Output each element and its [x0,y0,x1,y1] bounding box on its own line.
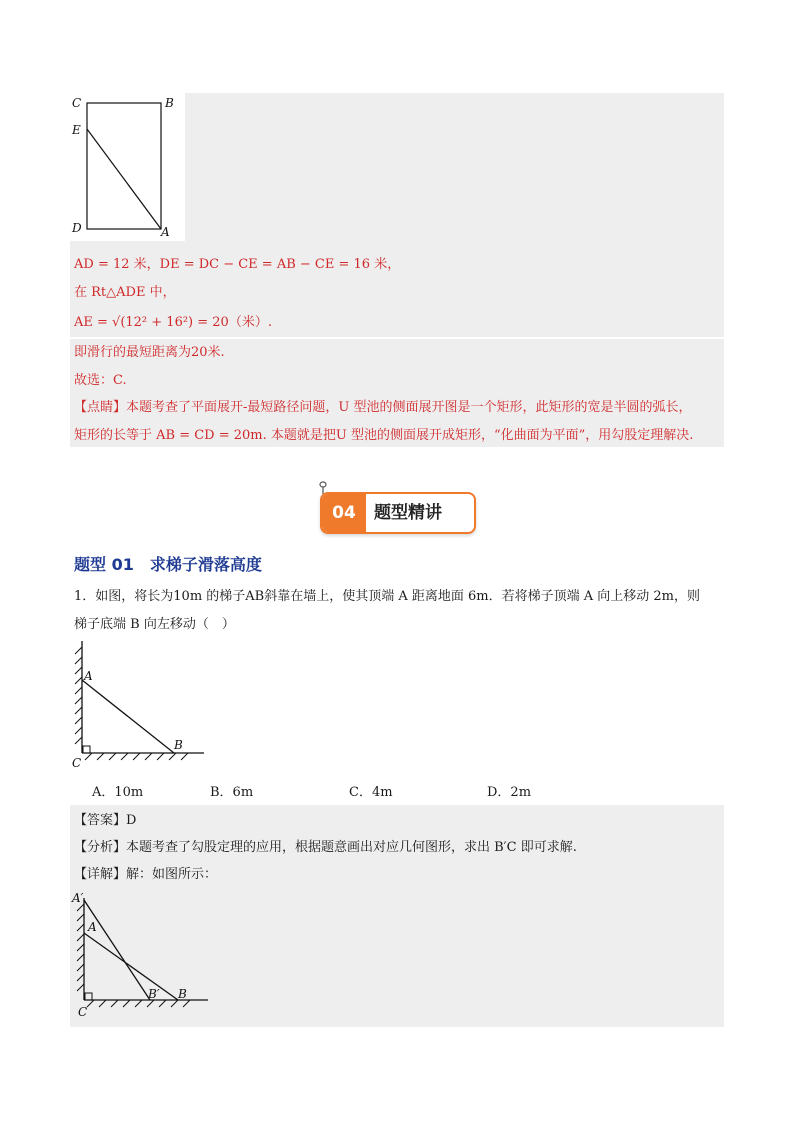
ladder-slide-diagram [70,886,212,1020]
label-e: E [72,123,81,137]
analysis-line: 【分析】本题考查了勾股定理的应用，根据题意画出对应几何图形，求出 B′C 即可求解. [74,840,577,855]
ladder-diagram [70,637,210,772]
question-line-2: 梯子底端 B 向左移动（ ） [74,617,235,632]
note-line-1: 【点睛】本题考查了平面展开‑最短路径问题，U 型池的侧面展开图是一个矩形，此矩形的宽是半圆的弧长， [74,400,692,415]
label-b: B [165,96,174,110]
fig1-label-a: A [84,669,93,683]
solution-line-4: 即滑行的最短距离为20米. [74,345,225,360]
rectangle-diagram [70,93,185,241]
section-badge [320,492,476,534]
fig2-label-a-prime: A′ [72,891,84,905]
label-d: D [72,221,82,235]
solution-line-2: 在 Rt△ADE 中， [74,285,176,300]
fig1-label-b: B [174,738,183,752]
divider [70,337,724,339]
option-d[interactable]: D．2m [487,785,532,800]
fig2-label-a: A [88,920,97,934]
ladder-figure [70,637,210,772]
ladder-ab-original [84,933,178,1000]
option-a[interactable]: A．10m [92,785,144,800]
answer-line: 【答案】D [74,813,137,828]
fig2-label-b-prime: B′ [148,987,160,1001]
ladder-a-prime-b-prime [84,900,150,1000]
note-line-2: 矩形的长等于 AB = CD = 20m. 本题就是把U 型池的侧面展开成矩形，“化曲面为平面”，用勾股定理解决. [74,428,694,443]
section-title: 题型 01 求梯子滑落高度 [74,555,262,574]
fig2-label-c: C [78,1005,88,1019]
badge-number: 04 [322,494,366,532]
solution-line-1: AD = 12 米，DE = DC − CE = AB − CE = 16 米， [74,257,401,272]
badge-title: 题型精讲 [374,503,442,523]
solution-line-5: 故选：C. [74,373,127,388]
label-c: C [72,96,82,110]
rect-outline [87,103,161,229]
solution-line-3: AE = √(12² + 16²) = 20（米）. [74,315,272,330]
question-line-1: 1．如图，将长为10m 的梯子AB斜靠在墙上，使其顶端 A 距离地面 6m．若将梯子顶端 A 向上移动 2m，则 [74,589,700,604]
fig1-label-c: C [72,756,82,770]
option-b[interactable]: B．6m [210,785,254,800]
fig2-label-b: B [178,987,187,1001]
ladder-ab [82,680,174,753]
option-c[interactable]: C．4m [349,785,393,800]
rectangle-figure [70,93,185,241]
label-a: A [161,225,170,239]
segment-ae [87,129,161,229]
ladder-slide-figure [70,886,212,1020]
detail-line: 【详解】解：如图所示： [74,867,218,882]
